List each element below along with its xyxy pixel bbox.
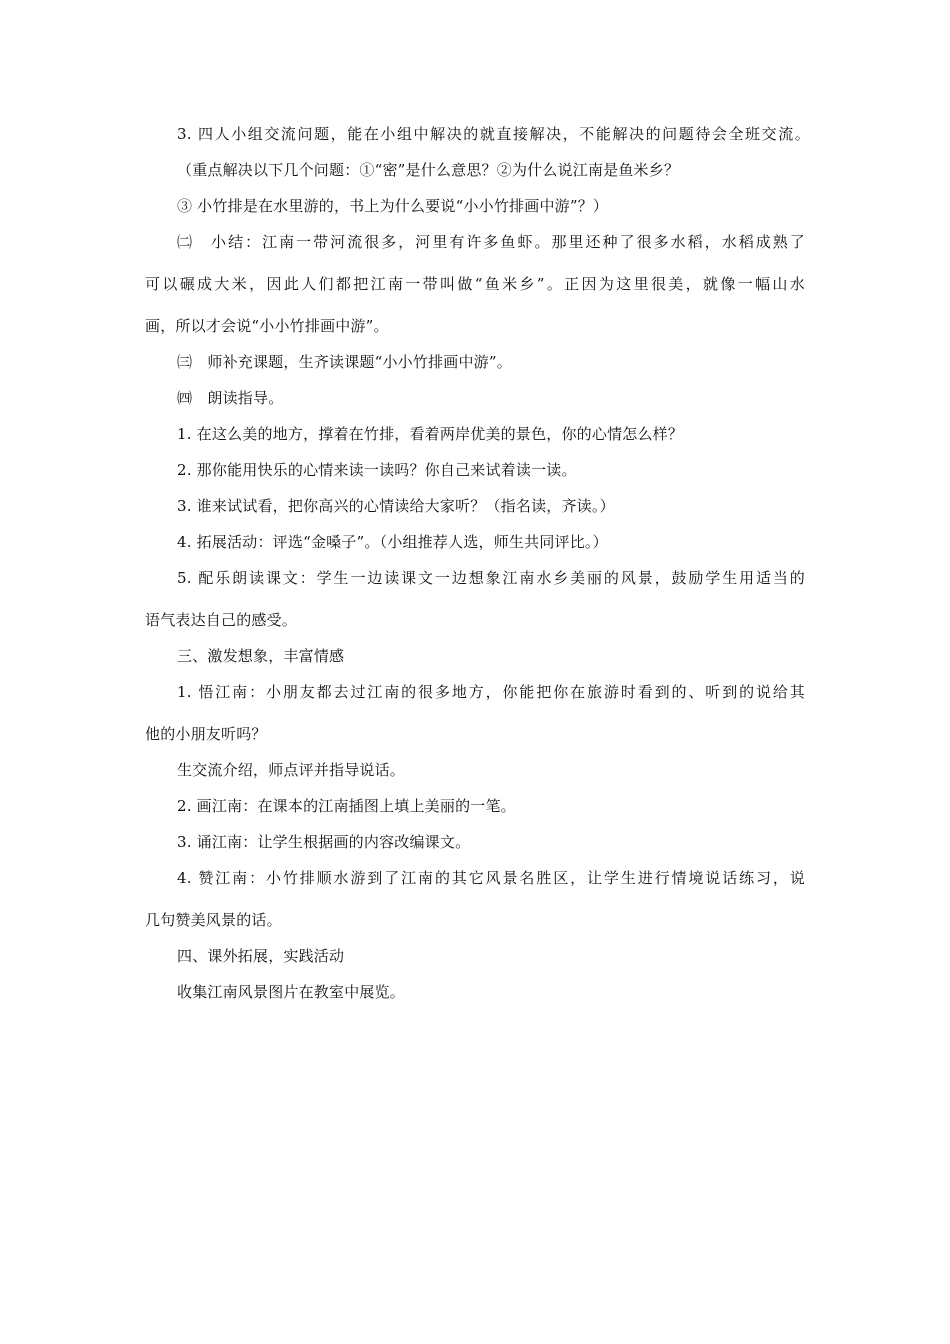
text-line: 画，所以才会说“小小竹排画中游”。: [145, 317, 389, 335]
text-line: 2. 画江南：在课本的江南插图上填上美丽的一笔。: [177, 797, 516, 815]
text-line: 5. 配乐朗读课文：学生一边读课文一边想象江南水乡美丽的风景，鼓励学生用适当的: [177, 569, 805, 587]
text-line: 3. 四人小组交流问题，能在小组中解决的就直接解决，不能解决的问题待会全班交流。: [177, 125, 810, 143]
text-line: 生交流介绍，师点评并指导说话。: [177, 761, 406, 779]
text-line: ③ 小竹排是在水里游的，书上为什么要说“小小竹排画中游”？）: [177, 197, 609, 215]
section-heading: 三、激发想象，丰富情感: [177, 647, 345, 665]
section-heading: 四、课外拓展，实践活动: [177, 947, 345, 965]
text-line: 几句赞美风景的话。: [145, 911, 282, 929]
text-line: 4. 赞江南：小竹排顺水游到了江南的其它风景名胜区，让学生进行情境说话练习，说: [177, 869, 805, 887]
text-line: 1. 在这么美的地方，撑着在竹排，看着两岸优美的景色，你的心情怎么样？: [177, 425, 684, 443]
text-line: 可以碾成大米，因此人们都把江南一带叫做“鱼米乡”。正因为这里很美，就像一幅山水: [145, 275, 805, 293]
text-line: ㈡ 小结：江南一带河流很多，河里有许多鱼虾。那里还种了很多水稻，水稻成熟了: [177, 233, 805, 251]
text-line: 3. 诵江南：让学生根据画的内容改编课文。: [177, 833, 471, 851]
text-line: 语气表达自己的感受。: [145, 611, 298, 629]
text-line: 3. 谁来试试看，把你高兴的心情读给大家听？（指名读，齐读。）: [177, 497, 615, 515]
text-line: 他的小朋友听吗？: [145, 725, 267, 743]
text-line: 1. 悟江南：小朋友都去过江南的很多地方，你能把你在旅游时看到的、听到的说给其: [177, 683, 805, 701]
text-line: ㈣ 朗读指导。: [177, 389, 284, 407]
text-line: （重点解决以下几个问题：①“密”是什么意思？②为什么说江南是鱼米乡？: [177, 161, 680, 179]
text-line: ㈢ 师补充课题，生齐读课题“小小竹排画中游”。: [177, 353, 512, 371]
text-line: 收集江南风景图片在教室中展览。: [177, 983, 406, 1001]
text-line: 4. 拓展活动：评选“金嗓子”。（小组推荐人选，师生共同评比。）: [177, 533, 608, 551]
text-line: 2. 那你能用快乐的心情来读一读吗？你自己来试着读一读。: [177, 461, 577, 479]
